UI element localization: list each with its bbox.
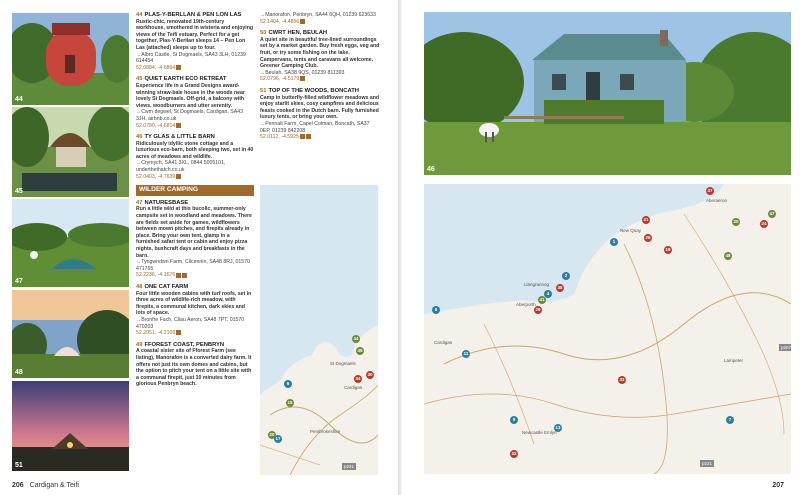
listing-46 (136, 134, 254, 180)
map-pin-44[interactable]: 44 (353, 336, 359, 341)
listing-title: 49 FFOREST COAST, PENBRYN (136, 341, 225, 348)
listing-coords: 52.0884, -4.6864 (136, 64, 176, 71)
listing-47 (136, 200, 254, 279)
left-footer (12, 482, 79, 489)
map-place-aberporth: Aberporth (516, 302, 536, 307)
listing-description: A coastal sister site of Fforest Farm (see listing), Manorafon is a converted dairy farm. It offers not just its own domes and cabins, but the option to pitch your tent on a little site with a communal firepit, just 10 minutes from glorious Penbryn beach. (136, 348, 252, 388)
listing-title: 51 TOP OF THE WOODS, BONCATH (260, 87, 359, 94)
listing-address: → Albro Castle, St Dogmaels, SA43 3LH, 01239 614454 (136, 52, 254, 65)
right-page (402, 0, 800, 495)
listing-49 (136, 342, 254, 388)
listing-48 (136, 284, 254, 337)
map-pin-24[interactable]: 24 (761, 221, 767, 226)
map-pin-30[interactable]: 30 (367, 372, 373, 377)
listing-coords: 52.0780, -4.6814 (136, 122, 176, 129)
facility-icon (306, 134, 311, 139)
right-map-graphic (424, 184, 791, 474)
listing-description: Rustic-chic, renovated 19th-century workhouse, smothered in wisteria and enjoying views of the Teifi estuary. Perfect for a get together, Plas-Y-Berllan sleeps 14 – Pen Lon Las (attached) sleeps up to four. (136, 18, 254, 51)
listing-description: Run a little wild at this bucolic, summer-only campsite set in woodland and meadows. There are fields set aside for games, wildflowers between mown pitches, and firepits already in place. Bring your own tent, glamp in a furnished safari tent or cabin and enjoy pizza nights, bushcraft days and breakfasts in the barn. (136, 206, 252, 259)
photo-44-image (12, 13, 129, 105)
map-place-cardigan: Cardigan (344, 385, 363, 390)
page-number: 207 (772, 482, 784, 489)
left-page (0, 0, 398, 495)
facility-icon (300, 76, 305, 81)
listing-coords-row (136, 65, 254, 72)
listing-address: → Manorafon, Penbryn, SA44 6QH, 01239 623633 (260, 12, 380, 19)
listing-column-2 (260, 12, 380, 146)
map-place-pembrokeshire: Pembrokeshire (310, 429, 341, 434)
photo-47-image (12, 199, 129, 287)
map-pin-13[interactable]: 13 (555, 425, 561, 430)
cottage-photo-image (424, 12, 791, 175)
section-name: Cardigan & Teifi (29, 482, 79, 489)
left-map (260, 185, 378, 475)
map-pin-48[interactable]: 48 (725, 253, 731, 258)
map-place-llangrannog: Llangrannog (524, 282, 550, 287)
listing-title: 48 ONE CAT FARM (136, 283, 189, 290)
photo-cottage-46 (424, 12, 791, 175)
section-band-wilder-camping: WILDER CAMPING (136, 185, 254, 196)
listing-coords: 52.0796, -4.5179 (260, 76, 300, 83)
map-pin-34[interactable]: 34 (355, 376, 361, 381)
listing-coords-row (260, 19, 380, 26)
facility-icon (176, 123, 181, 128)
map-pin-19[interactable]: 19 (665, 247, 671, 252)
map-pin-33[interactable]: 33 (619, 377, 625, 382)
listing-44 (136, 12, 254, 71)
map-pin-9[interactable]: 9 (510, 416, 518, 424)
map-pin-45[interactable]: 45 (357, 348, 363, 353)
listing-title: 47 NATURESBASE (136, 199, 189, 206)
facility-icon (176, 65, 181, 70)
map-page-ref[interactable]: p221 (344, 464, 355, 469)
listing-coords: 52.2051, -4.2108 (136, 330, 176, 337)
listing-description: A quiet site in beautiful tree-lined surroundings set by a market garden. Buy fresh eggs, veg and fruit, or try some fishing on the lake. Campervans, tents and caravans all welcome. Greener Camping Club. (260, 36, 380, 70)
listing-description: Ridiculously idyllic stone cottage and a luxurious eco-barn, both sleeping two, set in 40 acres of meadows and wildlife. (136, 140, 254, 160)
listing-coords-row (136, 174, 254, 181)
map-pin-38[interactable]: 38 (557, 285, 563, 290)
map-pin-15[interactable]: 15 (287, 400, 293, 405)
map-place-new-quay: New Quay (620, 228, 642, 233)
listing-coords-row (136, 123, 254, 130)
map-pin-11[interactable]: 11 (463, 351, 469, 356)
photo-number: 51 (15, 462, 23, 469)
listing-title: 50 CWRT HEN, BEULAH (260, 30, 328, 37)
listing-51 (260, 88, 380, 141)
photo-45 (12, 107, 129, 197)
photo-45-image (12, 107, 129, 197)
photo-51-image (12, 381, 129, 471)
page-number: 206 (12, 482, 24, 489)
facility-icon (300, 134, 305, 139)
map-pin-6[interactable]: 6 (284, 380, 292, 388)
listing-column-1 (136, 12, 254, 393)
map-pin-29[interactable]: 29 (535, 307, 541, 312)
listing-address: → Crymych, SA41 3XL, 0844 5005101, underthethatch.co.uk (136, 160, 254, 173)
listing-45 (136, 76, 254, 129)
map-pin-41[interactable]: 41 (539, 297, 545, 302)
photo-51 (12, 381, 129, 471)
map-pin-20[interactable]: 20 (733, 219, 739, 224)
photo-number: 44 (15, 96, 23, 103)
photo-46 (12, 199, 129, 287)
map-page-ref-2[interactable]: p221 (702, 461, 713, 466)
facility-icon (176, 330, 181, 335)
photo-44 (12, 13, 129, 105)
photo-number: 45 (15, 188, 23, 195)
listing-description: Camp in butterfly-filled wildflower meadows and enjoy starlit skies, cosy campfires and delicious feasts cooked in the Dutch barn. Fully furnished luxury tents, or bring your own. (260, 94, 380, 121)
map-place-cardigan: Cardigan (434, 340, 453, 345)
listing-coords: 52.2236, -4.1676 (136, 272, 176, 279)
listing-coords: 52.1404, -4.4856 (260, 18, 300, 25)
listing-address: → Pennalt Farm, Capel Colman, Boncath, SA37 0EP, 01239 842208 (260, 121, 380, 134)
listing-49-continued (260, 12, 380, 25)
map-place-st-dogmaels: St Dogmaels (330, 361, 356, 366)
facility-icon (300, 19, 305, 24)
map-place-aberaeron: Aberaeron (706, 198, 728, 203)
photo-number: 46 (427, 166, 435, 173)
map-place-lampeter: Lampeter (724, 358, 744, 363)
photo-number: 47 (15, 278, 23, 285)
map-pin-32[interactable]: 32 (511, 451, 517, 456)
map-page-ref[interactable]: p207 (779, 344, 791, 351)
map-pin-37[interactable]: 37 (707, 188, 713, 193)
photo-48-image (12, 290, 129, 378)
listing-coords: 52.0403, -4.7639 (136, 173, 176, 180)
listing-address: → Cwm degwel, St Dogmaels, Cardigan, SA43 3JH, airbnb.co.uk (136, 109, 254, 122)
listing-coords-row (260, 76, 380, 83)
listing-title: 46 TY GLAS & LITTLE BARN (136, 134, 215, 141)
listing-description: Four little wooden cabins with turf roofs, set in three acres of wildlife-rich meadow, with firepits, a communal kitchen, dark skies and lots of space. (136, 290, 252, 317)
map-pin-7[interactable]: 7 (726, 416, 734, 424)
map-pin-20[interactable]: 20 (269, 432, 275, 437)
facility-icon (182, 273, 187, 278)
right-footer (772, 482, 790, 489)
map-pin-5[interactable]: 5 (432, 306, 440, 314)
facility-icon (176, 273, 181, 278)
listing-coords-row (260, 134, 380, 141)
listing-50 (260, 30, 380, 83)
map-pin-26[interactable]: 26 (645, 235, 651, 240)
map-pin-2[interactable]: 2 (562, 272, 570, 280)
map-pin-1[interactable]: 1 (610, 238, 618, 246)
map-pin-17[interactable]: 17 (275, 436, 281, 441)
photo-number: 48 (15, 369, 23, 376)
listing-address: → Beulah, SA38 9QS, 01239 811393 (260, 70, 380, 77)
listing-coords-row (136, 330, 254, 337)
right-map (424, 184, 791, 474)
listing-address: → Bronfre Fach, Cilau Aeron, SA48 7PT, 01570 470203 (136, 317, 254, 330)
listing-coords-row (136, 272, 254, 279)
listing-title: 45 QUIET EARTH ECO RETREAT (136, 76, 227, 83)
listing-address: → Tyngwndwn Farm, Cilcennin, SA48 8RJ, 01570 471765 (136, 259, 254, 272)
listing-title: 44 PLAS-Y-BERLLAN & PEN LON LAS (136, 12, 242, 18)
map-pin-4[interactable]: 4 (544, 290, 552, 298)
map-pin-47[interactable]: 47 (769, 211, 775, 216)
map-place-newcastle-emlyn: Newcastle Emlyn (522, 430, 557, 435)
listing-coords: 52.0112, -4.5925 (260, 134, 299, 141)
photo-48 (12, 290, 129, 378)
facility-icon (176, 174, 181, 179)
map-pin-21[interactable]: 21 (643, 217, 649, 222)
listing-description: Experience life in a Grand Designs award-winning straw-bale house in the woods near lovely St Dogmaels. Off-grid, a balcony with views, woodburners and utter serenity. (136, 82, 245, 109)
